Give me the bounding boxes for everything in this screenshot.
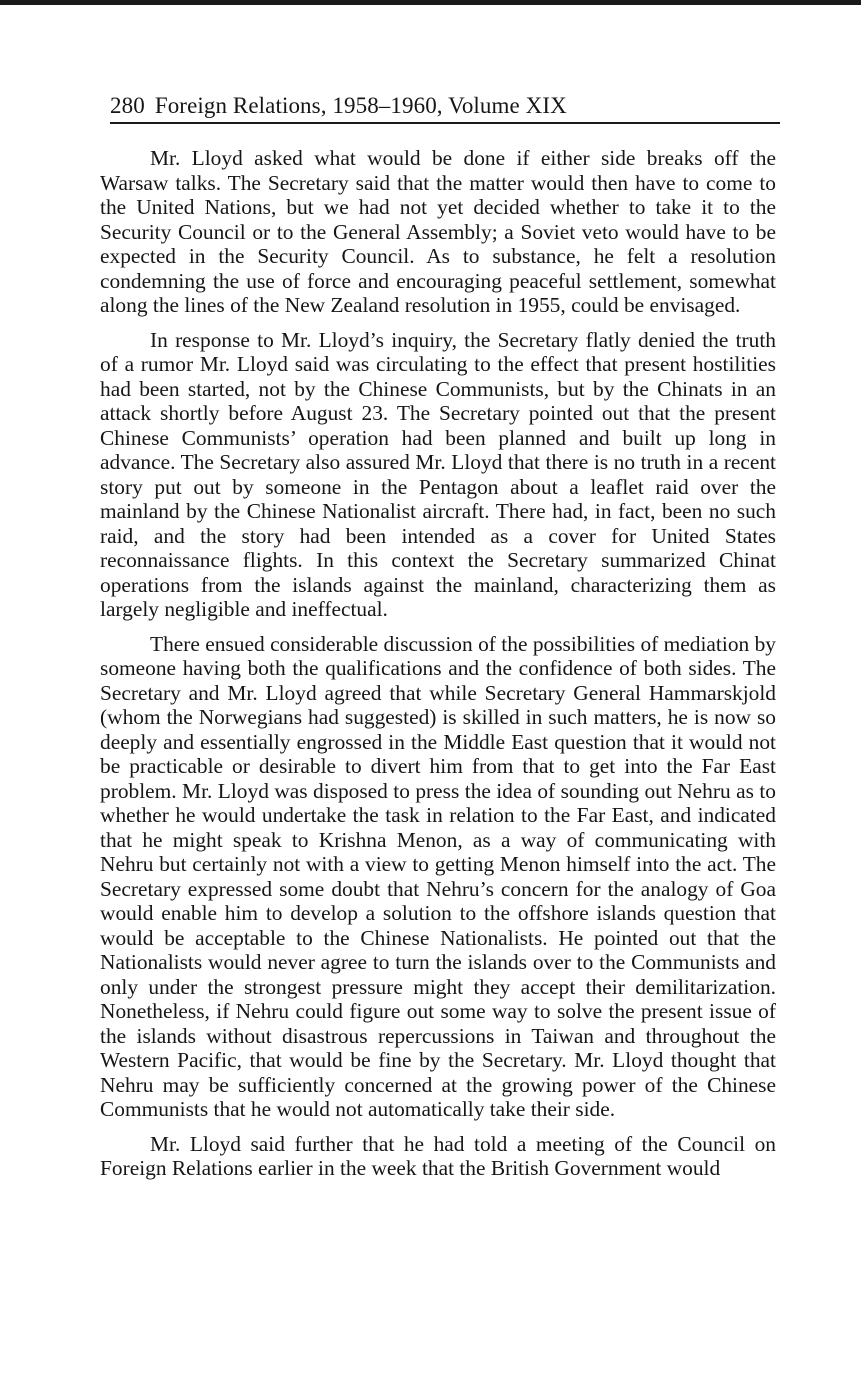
page-number: 280 — [110, 93, 145, 118]
paragraph-4: Mr. Lloyd said further that he had told a meeting of the Council on Foreign Relations earlier in the week that the British Government would — [100, 1131, 776, 1180]
paragraph-3: There ensued considerable discussion of the possibilities of mediation by someone having both the qualifications and the confidence of both sides. The Secretary and Mr. Lloyd agreed that while Secretary General Hammarskjold (whom the Norwegians had suggested) is skilled in such matters, he is now so deeply and essentially engrossed in the Middle East question that it would not be practicable or desirable to divert him from that to get into the Far East problem. Mr. Lloyd was disposed to press the idea of sounding out Nehru as to whether he would undertake the task in relation to the Far East, and indicated that he might speak to Krishna Menon, as a way of communicating with Nehru but certainly not with a view to getting Menon himself into the act. The Secretary expressed some doubt that Nehru’s concern for the analogy of Goa would enable him to develop a solution to the offshore islands question that would be acceptable to the Chinese Nationalists. He pointed out that the Nationalists would never agree to turn the islands over to the Communists and only under the strongest pressure might they accept their demilitarization. Nonetheless, if Nehru could figure out some way to solve the present issue of the islands without disastrous repercussions in Taiwan and throughout the Western Pacific, that would be fine by the Secretary. Mr. Lloyd thought that Nehru may be sufficiently concerned at the growing power of the Chinese Communists that he would not automatically take their side. — [100, 631, 776, 1121]
paragraph-2: In response to Mr. Lloyd’s inquiry, the Secretary flatly denied the truth of a rumor Mr. Lloyd said was circulating to the effect that present hostilities had been started, not by the Chinese Communists, but by the Chinats in an attack shortly before August 23. The Secretary pointed out that the present Chinese Communists’ operation had been planned and built up long in advance. The Secretary also assured Mr. Lloyd that there is no truth in a recent story put out by someone in the Pentagon about a leaflet raid over the mainland by the Chinese Nationalist aircraft. There had, in fact, been no such raid, and the story had been intended as a cover for United States reconnaissance flights. In this context the Secretary summarized Chinat operations from the islands against the mainland, characterizing them as largely negligible and ineffectual. — [100, 327, 776, 621]
document-body — [100, 146, 776, 1191]
scan-top-edge — [0, 0, 861, 5]
running-head — [110, 93, 567, 119]
header-rule — [110, 122, 780, 124]
paragraph-1: Mr. Lloyd asked what would be done if either side breaks off the Warsaw talks. The Secretary said that the matter would then have to come to the United Nations, but we had not yet decided whether to take it to the Security Council or to the General Assembly; a Soviet veto would have to be expected in the Security Council. As to substance, he felt a resolution condemning the use of force and encouraging peaceful settlement, somewhat along the lines of the New Zealand resolution in 1955, could be envisaged. — [100, 146, 776, 317]
page-header — [110, 88, 780, 124]
running-head-title: Foreign Relations, 1958–1960, Volume XIX — [154, 93, 567, 118]
